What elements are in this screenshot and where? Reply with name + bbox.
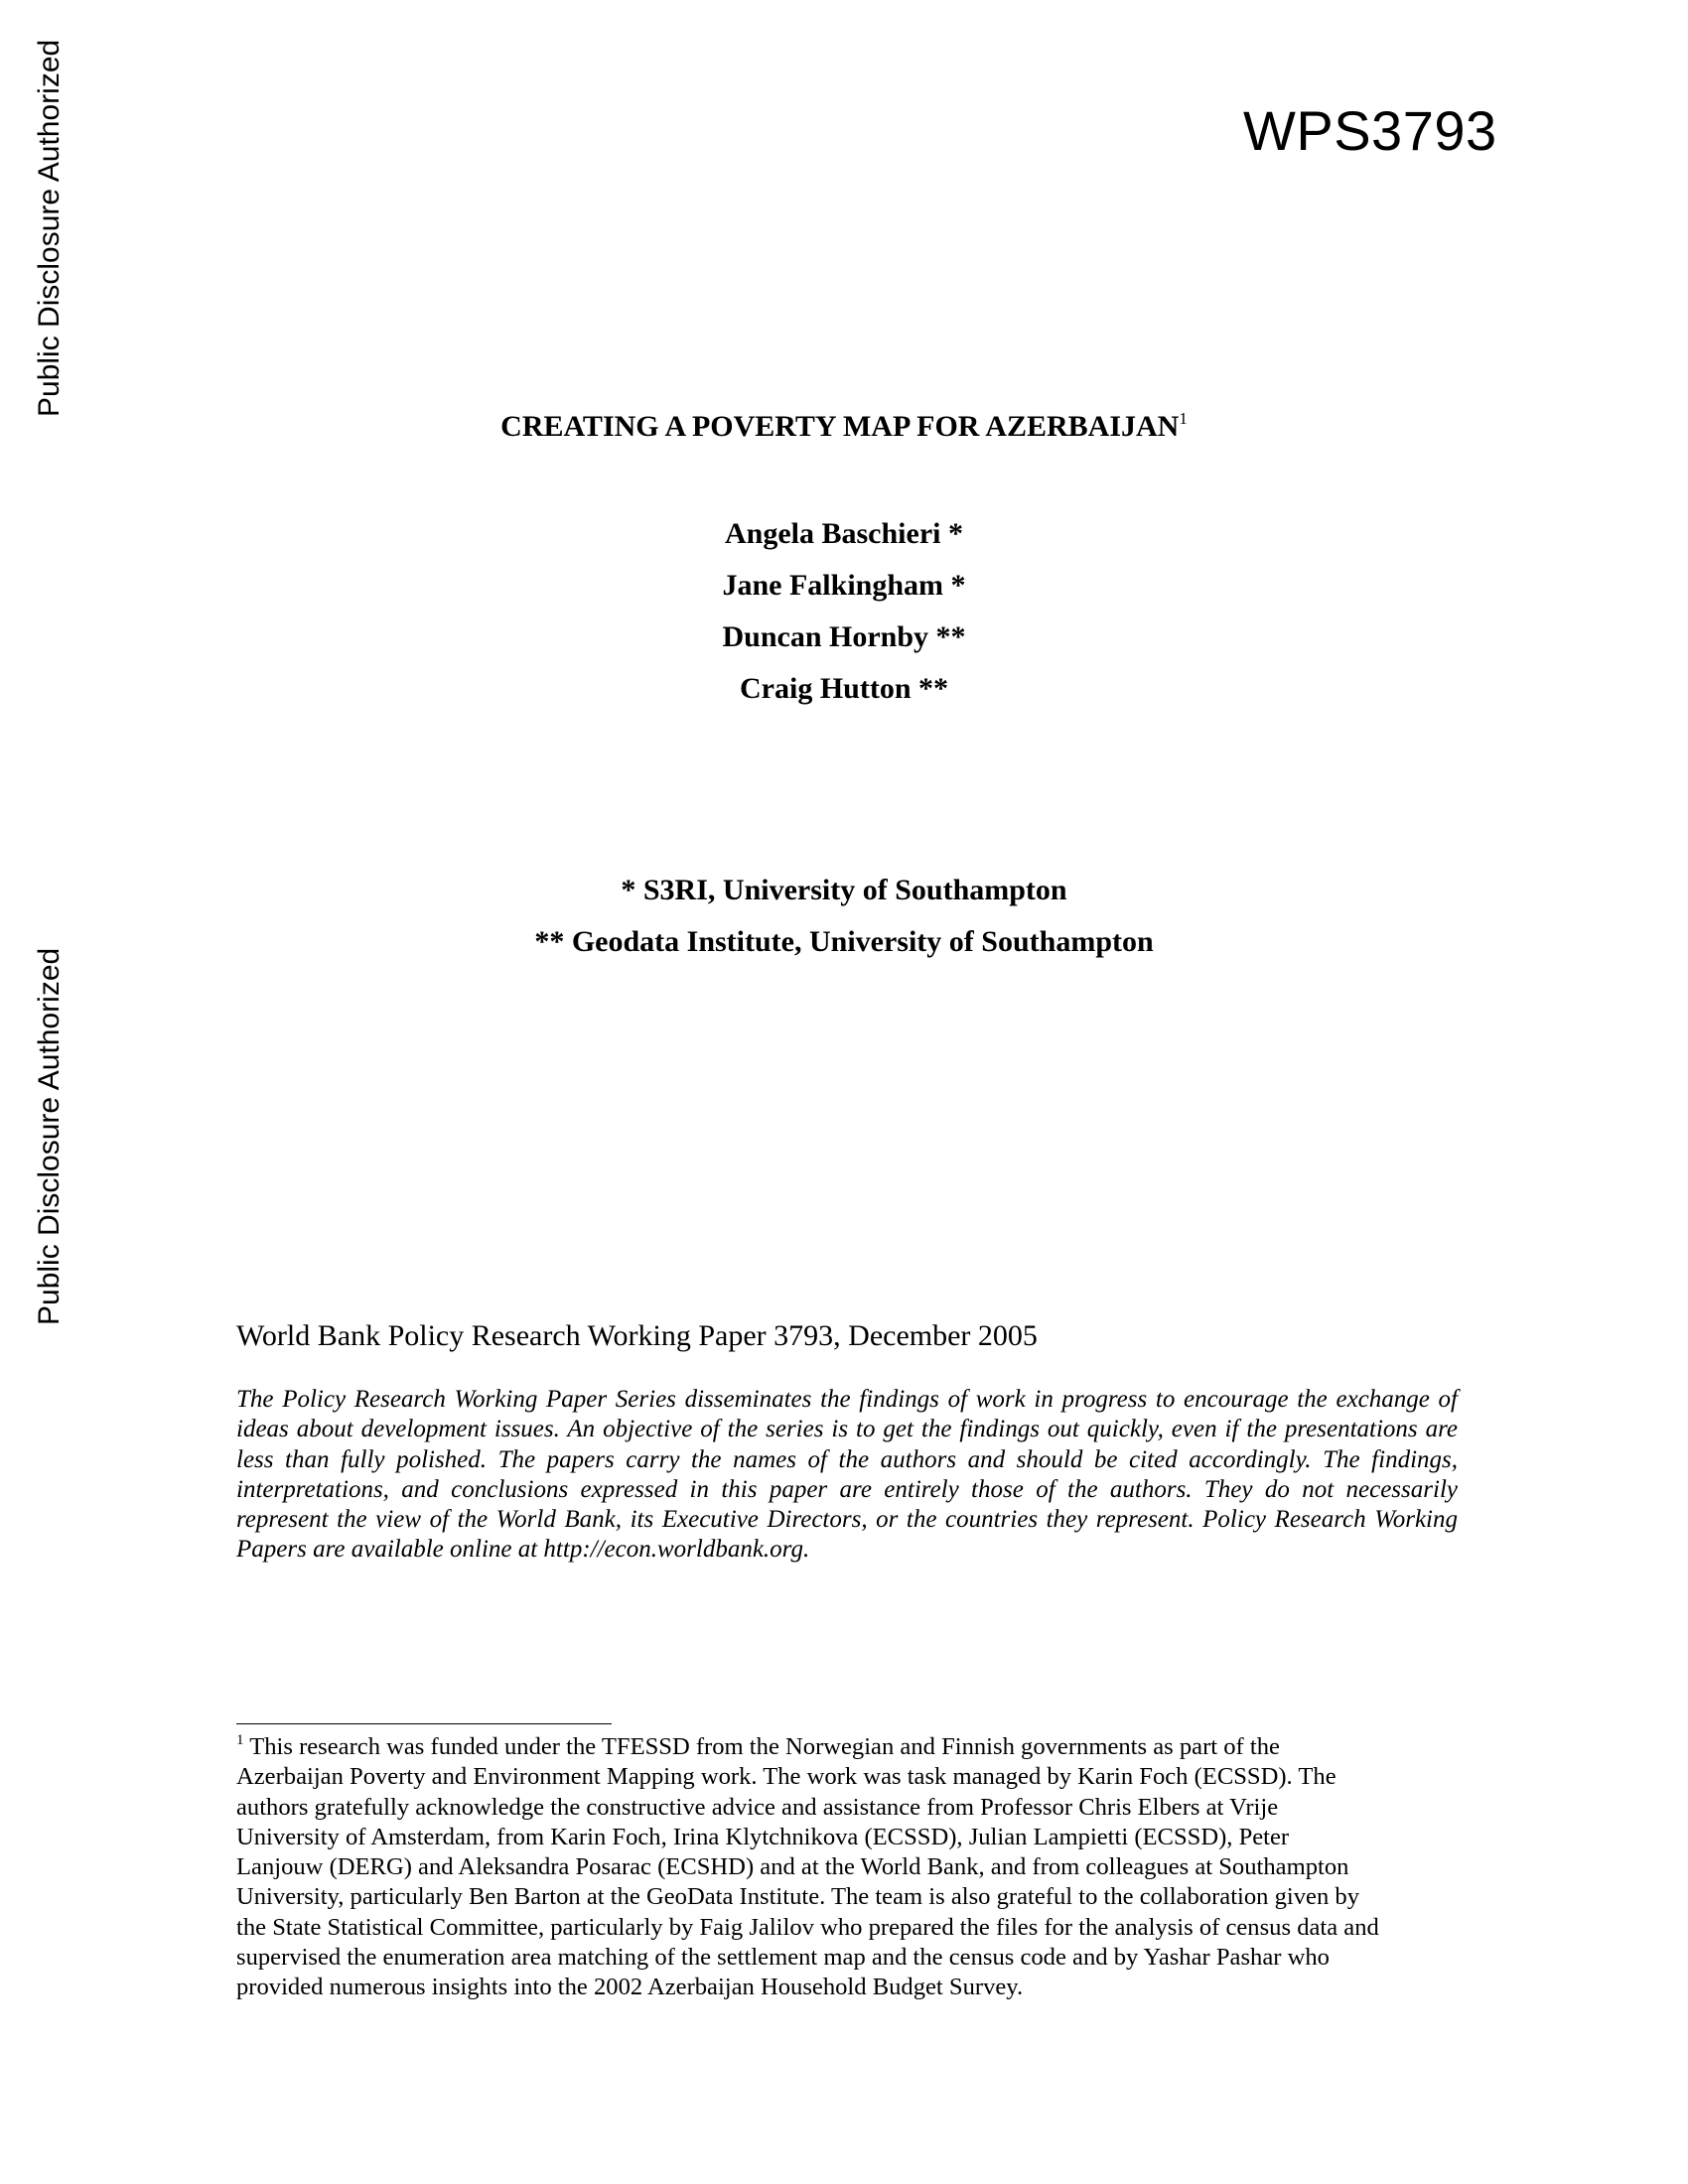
footnote-line: Lanjouw (DERG) and Aleksandra Posarac (ECSHD) and at the World Bank, and from colleagues at Southampton (236, 1853, 1349, 1881)
author-list (0, 508, 1688, 715)
footnote-line: supervised the enumeration area matching of the settlement map and the census code and by Yashar Pashar who (236, 1944, 1330, 1972)
footnote-divider (236, 1723, 612, 1724)
footnote-line: Azerbaijan Poverty and Environment Mapping work. The work was task managed by Karin Foch (ECSSD). The (236, 1763, 1336, 1791)
footnote-line: University, particularly Ben Barton at the GeoData Institute. The team is also grateful to the collaboration given by (236, 1883, 1359, 1911)
footnote-line: the State Statistical Committee, particularly by Faig Jalilov who prepared the files for the analysis of census data and (236, 1913, 1379, 1941)
affiliation: ** Geodata Institute, University of Southampton (534, 925, 1154, 958)
series-info: World Bank Policy Research Working Paper 3793, December 2005 (236, 1319, 1038, 1352)
footnote-line: University of Amsterdam, from Karin Foch, Irina Klytchnikova (ECSSD), Julian Lampietti (ECSSD), Peter (236, 1823, 1290, 1850)
author-name: Craig Hutton ** (740, 672, 948, 705)
author-name: Duncan Hornby ** (722, 620, 966, 653)
report-number: WPS3793 (1243, 99, 1497, 162)
series-disclaimer: The Policy Research Working Paper Series disseminates the findings of work in progress to encourage the exchange of ideas about development issues. An objective of the series is to get the findings out quickly, even if the presentations are less than fully polished. The papers carry the names of the authors and should be cited accordingly. The findings, interpretations, and conclusions expressed in this paper are entirely those of the authors. They do not necessarily represent the view of the World Bank, its Executive Directors, or the countries they represent. Policy Research Working Papers are available online at http://econ.worldbank.org. (236, 1386, 1458, 1564)
footnote-line: authors gratefully acknowledge the constructive advice and assistance from Professor Chris Elbers at Vrije (236, 1793, 1279, 1821)
affiliation: * S3RI, University of Southampton (621, 874, 1067, 906)
title-footnote-mark: 1 (1179, 409, 1188, 428)
paper-title (0, 409, 1688, 445)
disclosure-stamp-top: Public Disclosure Authorized (33, 39, 66, 417)
footnote-line: This research was funded under the TFESSD from the Norwegian and Finnish governments as part of the (243, 1733, 1280, 1760)
disclosure-stamp-bottom: Public Disclosure Authorized (33, 947, 66, 1325)
footnote (236, 1732, 1458, 2003)
author-name: Angela Baschieri * (725, 517, 963, 550)
paper-title-text: CREATING A POVERTY MAP FOR AZERBAIJAN (500, 410, 1180, 443)
author-name: Jane Falkingham * (722, 569, 966, 602)
affiliation-list (0, 865, 1688, 968)
footnote-mark: 1 (236, 1732, 244, 1748)
footnote-line: provided numerous insights into the 2002 Azerbaijan Household Budget Survey. (236, 1974, 1024, 2001)
